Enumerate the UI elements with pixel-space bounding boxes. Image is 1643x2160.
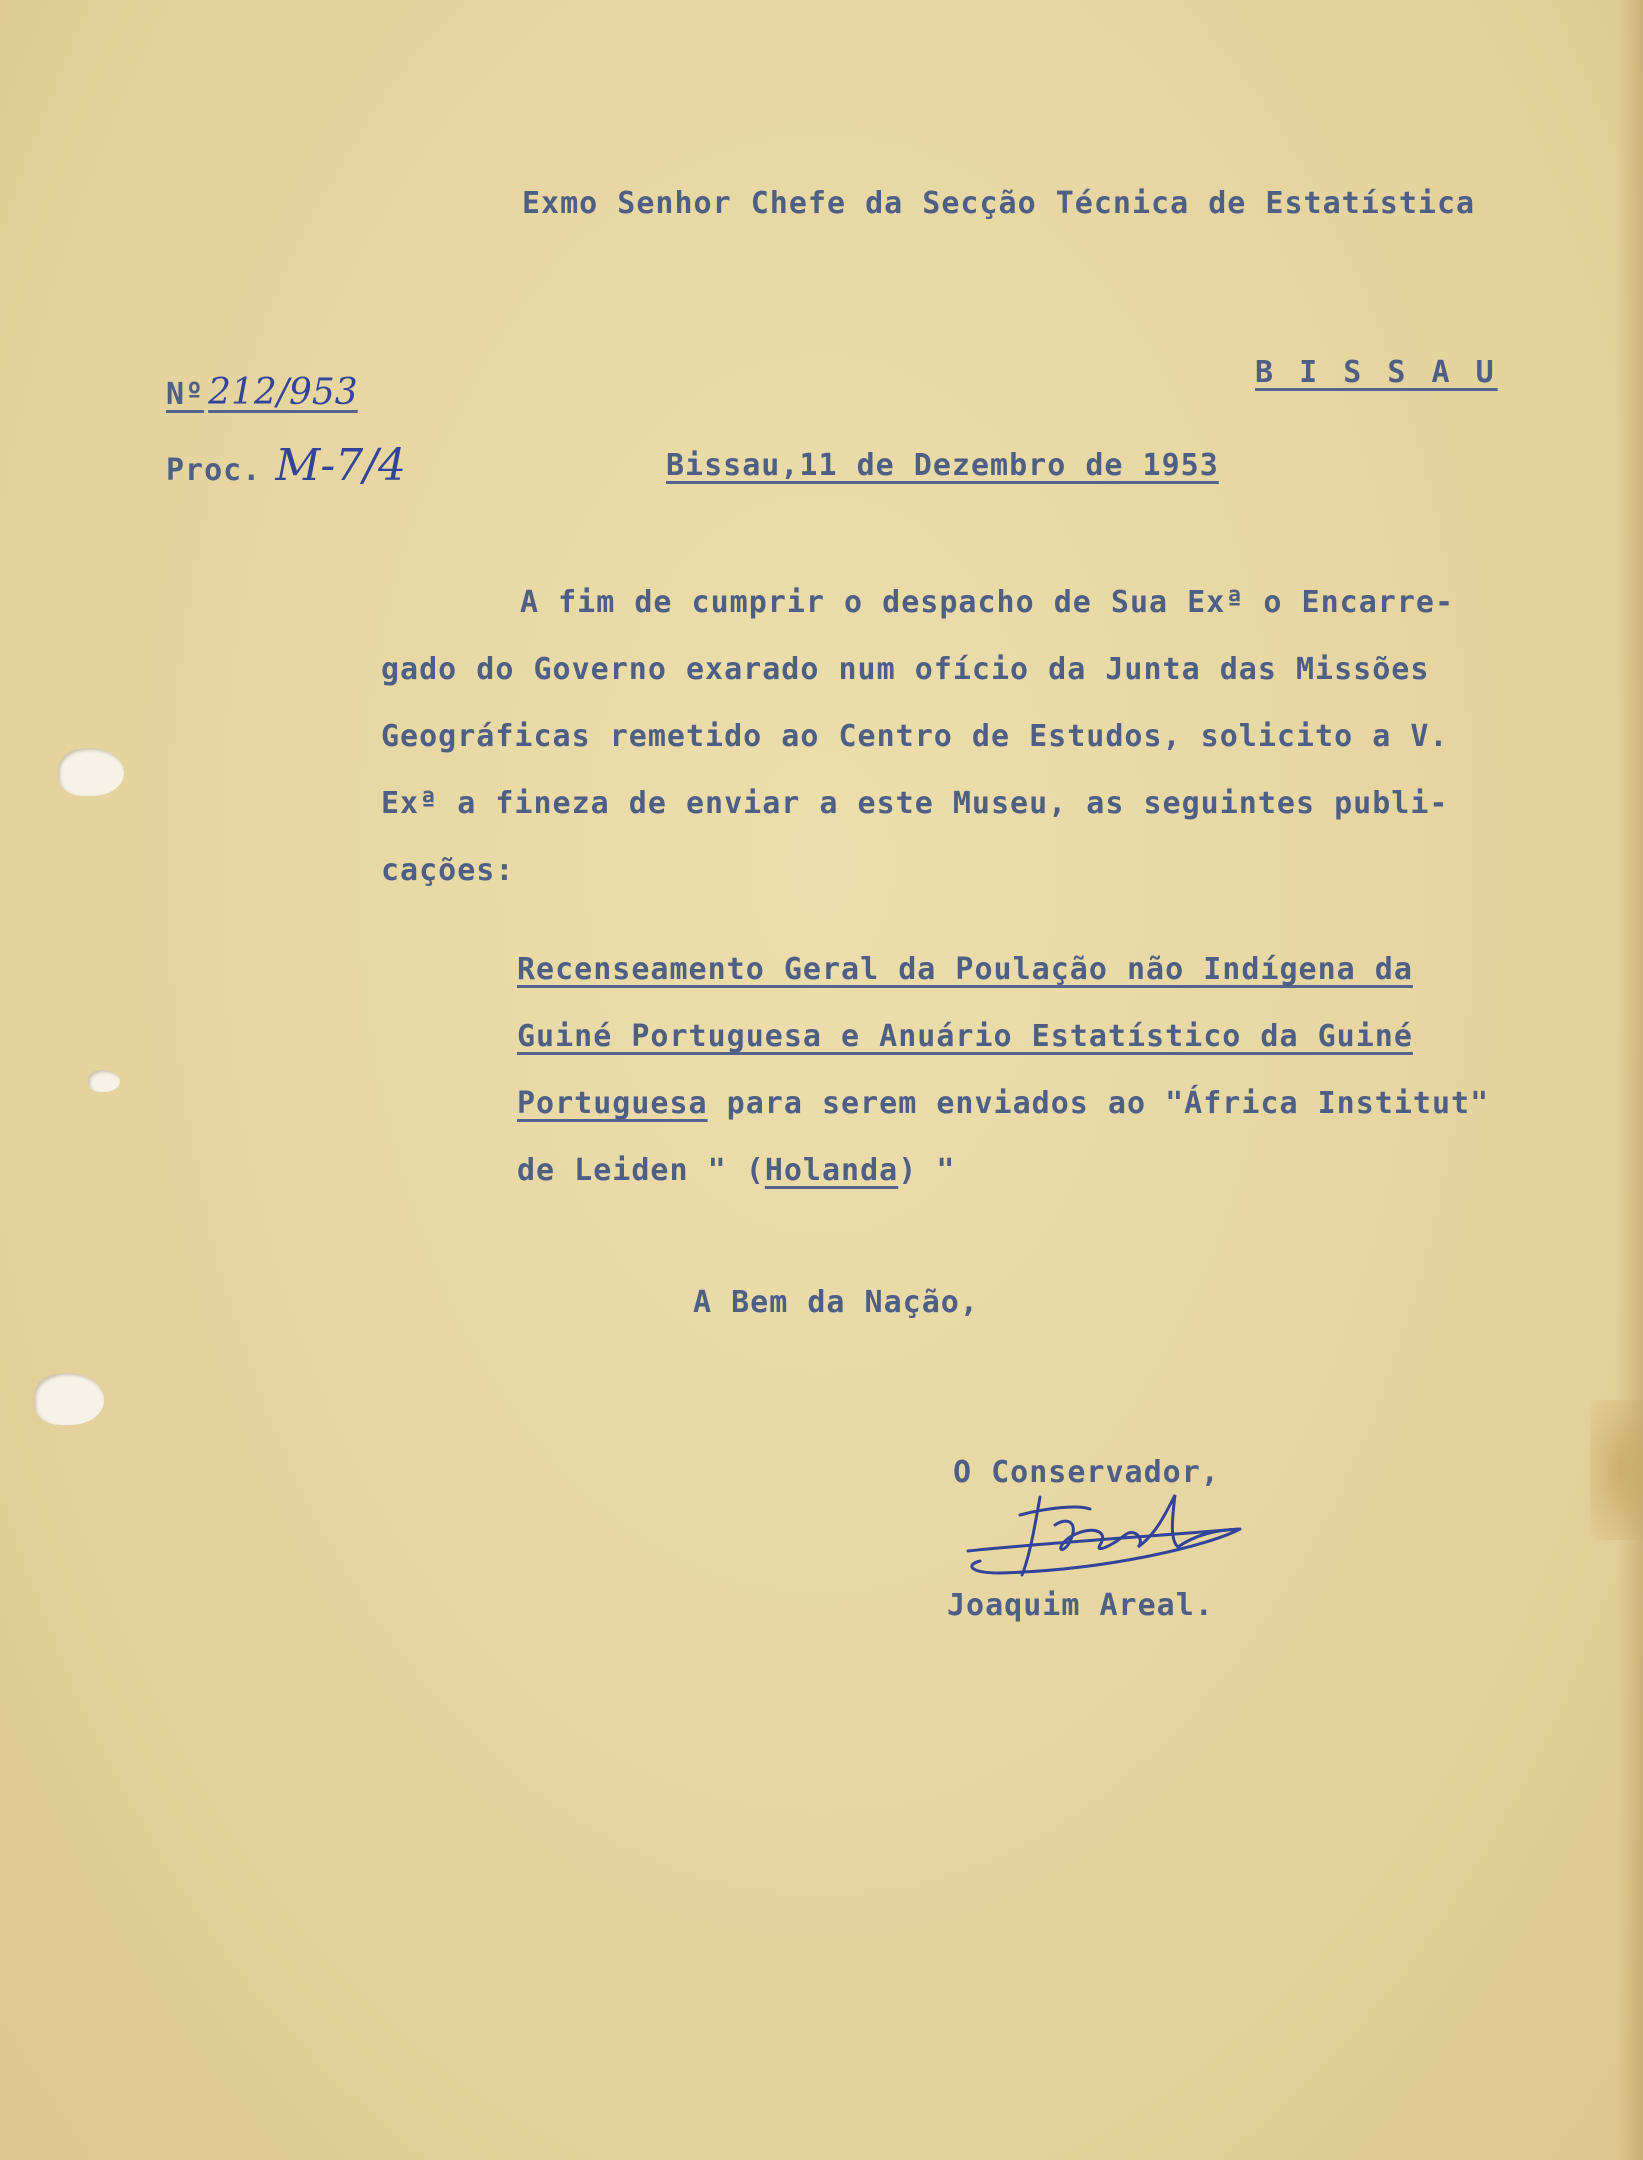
handwritten-signature: [960, 1485, 1250, 1595]
process-reference: [166, 440, 406, 491]
publication-line: [517, 1153, 955, 1188]
publication-close: ) ": [898, 1153, 956, 1188]
punch-hole: [58, 748, 124, 796]
body-line: gado do Governo exarado num ofício da Junta das Missões: [381, 652, 1430, 687]
destination-city: B I S S A U: [1255, 355, 1498, 390]
body-line: cações:: [381, 853, 515, 888]
publication-line: [517, 1086, 1489, 1121]
paper-edge-shadow: [1617, 0, 1643, 2160]
punch-hole: [88, 1070, 120, 1092]
signer-title: O Conservador,: [953, 1455, 1220, 1490]
body-line: A fim de cumprir o despacho de Sua Exª o Encarre-: [520, 585, 1455, 620]
addressee-line: Exmo Senhor Chefe da Secção Técnica de Estatística: [522, 186, 1476, 221]
reference-prefix: Nº: [166, 377, 205, 412]
publication-line: Recenseamento Geral da Poulação não Indígena da: [517, 952, 1413, 987]
publication-line: Guiné Portuguesa e Anuário Estatístico da Guiné: [517, 1019, 1413, 1054]
date-line: Bissau,11 de Dezembro de 1953: [666, 448, 1219, 483]
reference-number-handwritten: 212/953: [208, 372, 358, 413]
reference-number: [166, 372, 358, 413]
publication-destination-city: de Leiden " (: [517, 1153, 765, 1188]
proc-value-handwritten: M-7/4: [275, 440, 407, 491]
body-line: Geográficas remetido ao Centro de Estudos, solicito a V.: [381, 719, 1449, 754]
signer-name: Joaquim Areal.: [947, 1588, 1214, 1623]
paper-stain: [1590, 1400, 1643, 1540]
publication-destination: para serem enviados ao "África Institut": [707, 1086, 1490, 1121]
closing-salutation: A Bem da Nação,: [693, 1285, 979, 1320]
body-line: Exª a fineza de enviar a este Museu, as seguintes publi-: [381, 786, 1449, 821]
publication-name-end: Portuguesa: [517, 1086, 708, 1121]
publication-country: Holanda: [764, 1153, 899, 1188]
proc-label: Proc.: [166, 453, 262, 488]
punch-hole: [34, 1373, 104, 1425]
